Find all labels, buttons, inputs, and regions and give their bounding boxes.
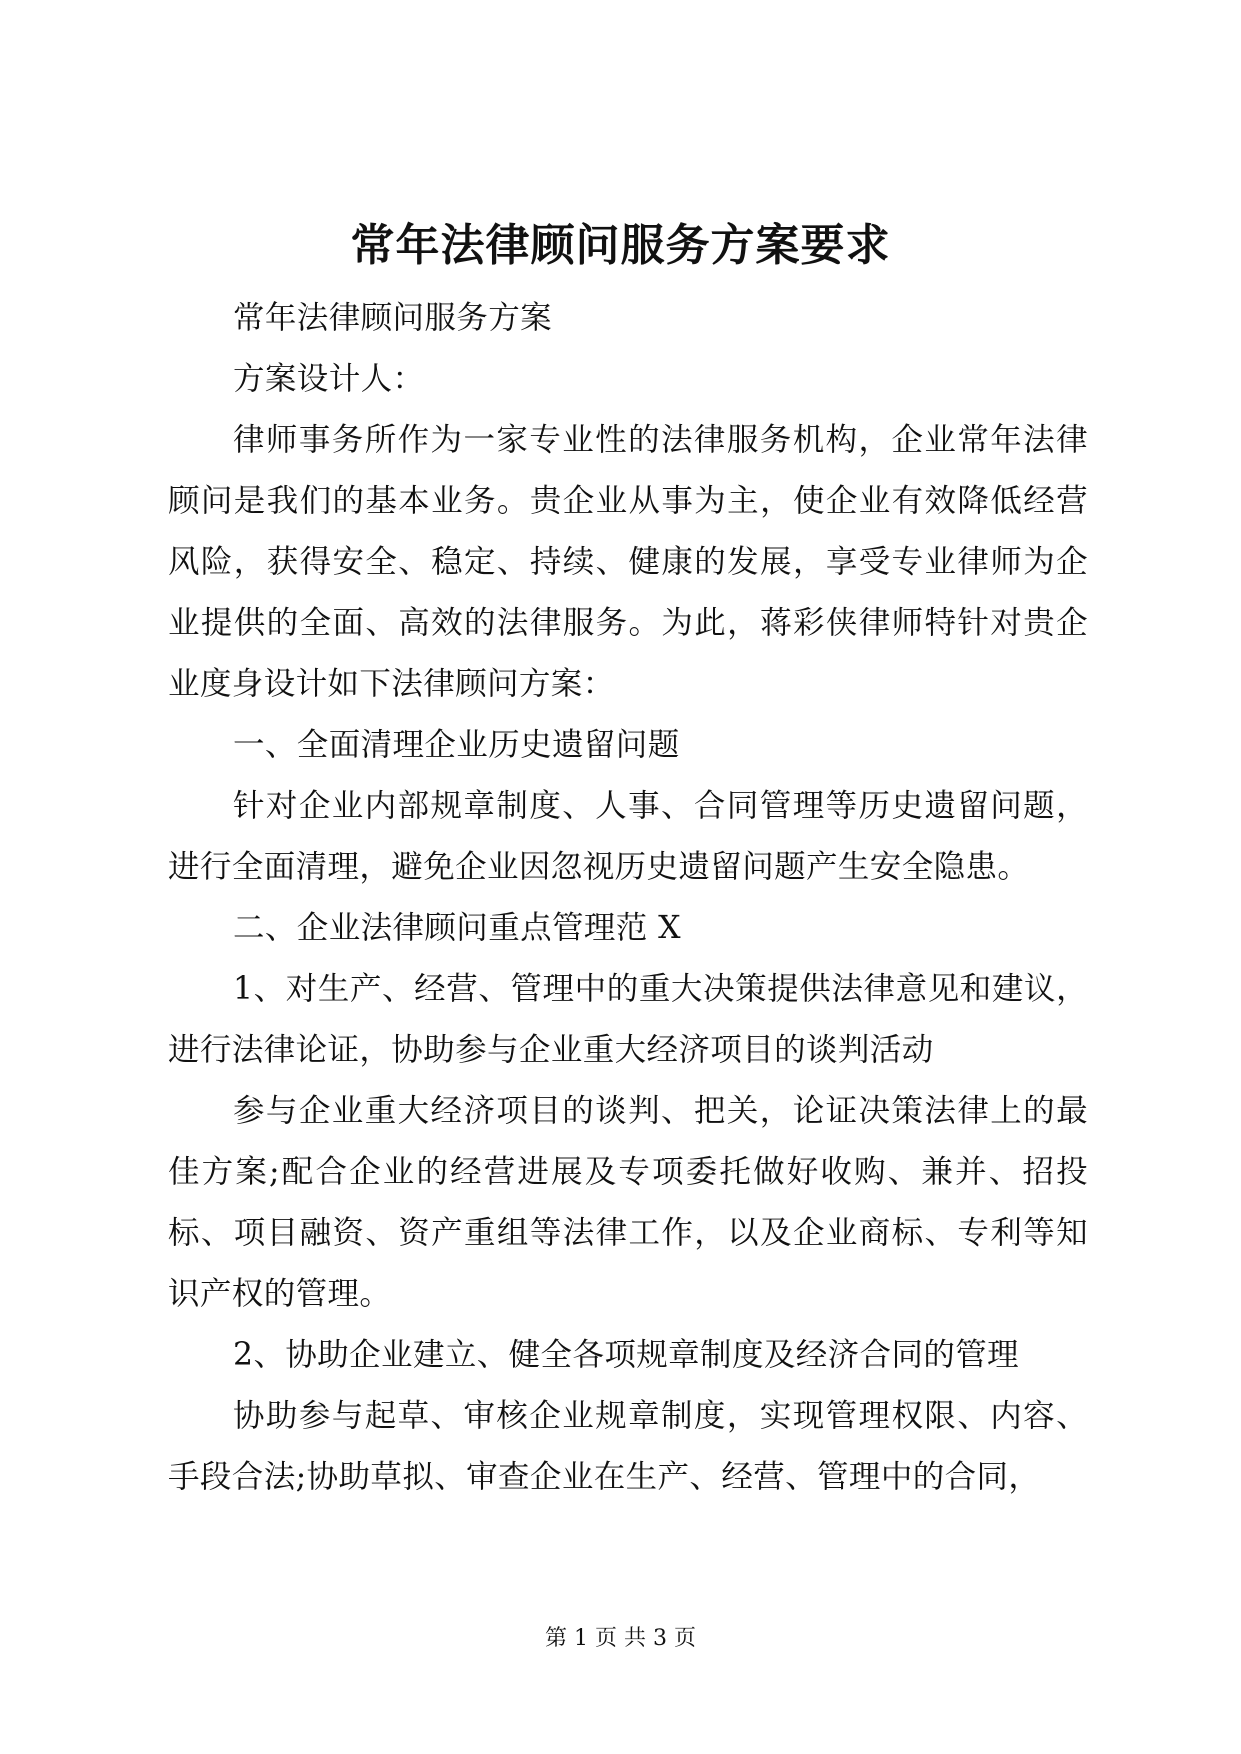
document-title: 常年法律顾问服务方案要求 — [350, 220, 891, 271]
page-footer: 第 1 页 共 3 页 — [545, 1626, 696, 1651]
section-heading-2: 二、企业法律顾问重点管理范 X — [233, 910, 681, 946]
paragraph-item-1-detail: 参与企业重大经济项目的谈判、把关，论证决策法律上的最佳方案;配合企业的经营进展及专项委托做好收购、兼并、招投标、项目融资、资产重组等法律工作，以及企业商标、专利等知识产权的管理。 — [168, 1093, 1088, 1312]
document-body — [168, 288, 1088, 1508]
list-item-2: 2、协助企业建立、健全各项规章制度及经济合同的管理 — [233, 1337, 1020, 1373]
list-item-1: 1、对生产、经营、管理中的重大决策提供法律意见和建议，进行法律论证，协助参与企业重大经济项目的谈判活动 — [168, 971, 1088, 1068]
paragraph-section-1: 针对企业内部规章制度、人事、合同管理等历史遗留问题，进行全面清理，避免企业因忽视历史遗留问题产生安全隐患。 — [168, 788, 1088, 885]
paragraph-subtitle: 常年法律顾问服务方案 — [233, 300, 553, 336]
paragraph-designer: 方案设计人： — [233, 361, 425, 397]
paragraph-intro: 律师事务所作为一家专业性的法律服务机构，企业常年法律顾问是我们的基本业务。贵企业从事为主，使企业有效降低经营风险，获得安全、稳定、持续、健康的发展，享受专业律师为企业提供的全面、高效的法律服务。为此，蒋彩侠律师特针对贵企业度身设计如下法律顾问方案： — [168, 422, 1088, 702]
section-heading-1: 一、全面清理企业历史遗留问题 — [233, 727, 680, 763]
paragraph-item-2-detail: 协助参与起草、审核企业规章制度，实现管理权限、内容、手段合法;协助草拟、审查企业在生产、经营、管理中的合同， — [168, 1398, 1088, 1495]
